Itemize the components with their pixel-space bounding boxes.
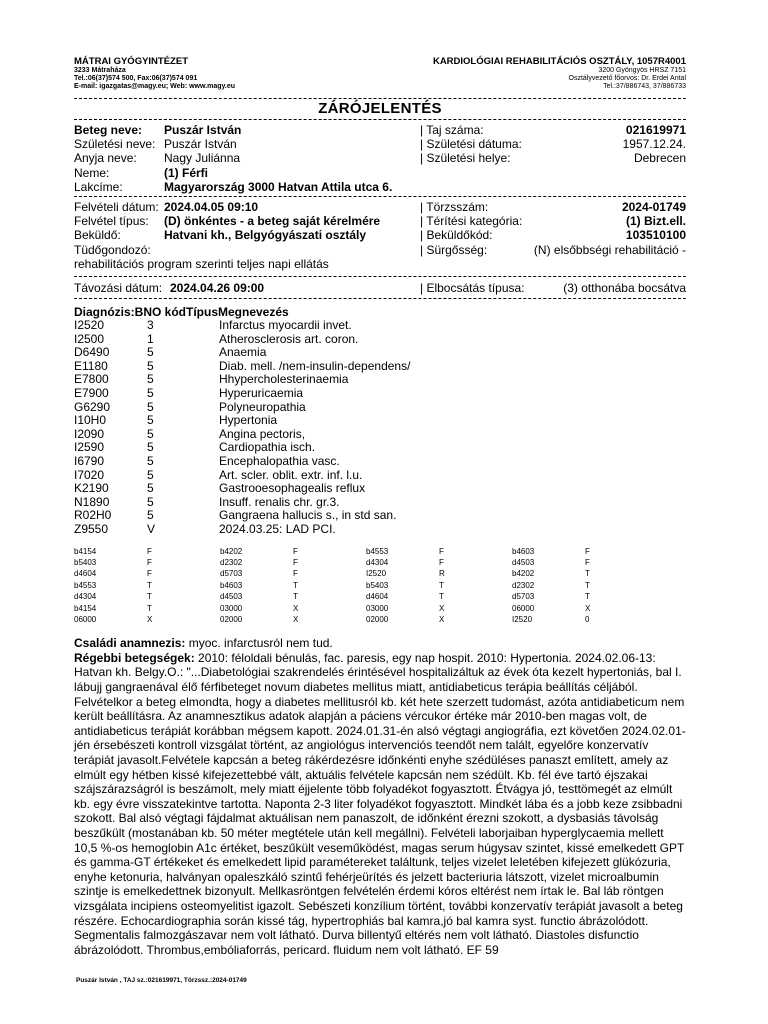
institution-name: MÁTRAI GYÓGYINTÉZET [74, 56, 188, 67]
diagnosis-type: 5 [147, 372, 154, 387]
icf-qualifier: T [585, 580, 590, 590]
diagnosis-name: Infarctus myocardii invet. [219, 318, 352, 333]
diagnosis-name: Hhypercholesterinaemia [219, 372, 349, 387]
icf-code: d4604 [74, 569, 97, 579]
icf-qualifier: F [147, 557, 152, 567]
diagnosis-type: 5 [147, 508, 154, 523]
page-footer: Puszár István , TAJ sz.:021619971, Törzssz.:2024-01749 [76, 977, 247, 984]
icf-code: d2302 [512, 580, 535, 590]
diagnosis-type: 5 [147, 345, 154, 360]
icf-code: 03000 [366, 603, 389, 613]
tudogondozo-row [74, 243, 686, 257]
anamnesis-section [74, 636, 688, 957]
icf-qualifier: F [293, 557, 298, 567]
letterhead [74, 56, 686, 98]
diagnosis-row [74, 360, 686, 374]
icf-qualifier: X [293, 603, 299, 613]
institution-phone: Tel.:06(37)574 500, Fax:06(37)574 091 [74, 75, 198, 82]
prior-illness-label: Régebbi betegségek: [74, 650, 195, 665]
diagnosis-row [74, 428, 686, 442]
icf-code: d2302 [220, 557, 243, 567]
diagnosis-row [74, 387, 686, 401]
icf-code: I2520 [512, 614, 533, 624]
bno-code: G6290 [74, 399, 111, 414]
diagnosis-type: 5 [147, 413, 154, 428]
diagnosis-name: Gastrooesophagealis reflux [219, 481, 366, 496]
bno-code: I10H0 [74, 413, 107, 428]
patient-row [74, 151, 686, 165]
field-label: Beteg neve: [74, 123, 143, 137]
family-history [74, 636, 688, 651]
icf-qualifier: F [585, 557, 590, 567]
diagnosis-row [74, 319, 686, 333]
bno-code: I2590 [74, 440, 105, 455]
icf-code: d4304 [366, 557, 389, 567]
bno-code: I2500 [74, 331, 105, 346]
diagnosis-type: 1 [147, 331, 154, 346]
field-value [520, 180, 686, 194]
bno-code: N1890 [74, 494, 110, 509]
bno-code: D6490 [74, 345, 110, 360]
icf-qualifier: T [147, 580, 152, 590]
icf-qualifier: F [293, 569, 298, 579]
icf-code: d4503 [512, 557, 535, 567]
diagnosis-row [74, 414, 686, 428]
discharge-row [74, 281, 686, 295]
diagnosis-row [74, 373, 686, 387]
care-type-row [74, 257, 686, 271]
icf-row [74, 546, 686, 557]
icf-row [74, 557, 686, 568]
icf-row [74, 603, 686, 614]
icf-qualifier: T [147, 592, 152, 602]
icf-qualifier: T [293, 592, 298, 602]
icf-qualifier: R [439, 569, 445, 579]
prior-illness-text: 2010: féloldali bénulás, fac. paresis, egy nap hospit. 2010: Hypertonia. 2024.02.06-13: Hatvan kh. Belgy.O.: "...Diabetológiai szakrendelés érintésével hospitalizáltuk az évek óta kezelt hypertoniás, bal I. lábujj gangraenával élő férfibeteget novum diabetes mellitus miatt, antidiabeticus terápia beállítás céljából. Felvételkor a beteg elmondta, hogy a diabetes mellitusról kb. két hete szerzett tudomást, azóta antidiabeticum nem került beállításra. Az anamnesztikus adatok alapján a páciens vércukor értéke már 2010-ben magas volt, de antidiabeticus terápiát korábban mégsem kapott. 2024.01.31-én alsó végtagi angiográfia, ezt követően 2024.02.01-jén érsebészeti kontroll vizsgálat történt, az angiológus intervenciós teendőt nem talált, egyelőre konzervatív terápiát javasolt.Felvétele kapcsán a beteg rákérdezésre időnkénti enyhe szédüléses panaszt említett, amely az elmúlt egy hétben kissé kifejezettebbé vált, aktuális felvétele kapcsán nem szédült. Kb. fél éve tartó éjszakai szájszárazságról is beszámolt, mely miatt éjjelente több folyadékot fogyasztott. Étvágya jó, testtömegét az elmúlt kb. egy évre visszatekintve tartotta. Naponta 2-3 liter folyadékot fogyasztott. Mindkét lába és a jobb keze zsibbadni szokott. Bal alsó végtagi fájdalmat aktuálisan nem panaszolt, de időnként érezni szokott, a dysbasiás távolság beszűkült (mostanában kb. 50 méter megtétele után kell megállni). Felvételi laborjaiban hyperglycaemia mellett 10,5 %-os hemoglobin A1c értéket, beszűkült veseműködést, magas serum húgysav szintet, kissé emelkedett GPT és gamma-GT értékeket és emelkedett lipid paramétereket találtunk, teljes vizelet leletében kifejezett glükózuria, enyhe ketonuria, halványan opaleszkáló szintű fehérjeürítés és jelzett bacteriuria látszott, vizelet microalbumin szintje is emelkedettnek bizonyult. Mellkasröntgen felvételén érdemi kóros eltérést nem írtak le. Bal láb röntgen vizsgálata incipiens osteomyelitist igazolt. Sebészeti konzílium történt, további konzervatív terápiát javasolt a beteg részére. Echocardiographia során kissé tág, hypertrophiás bal kamra,jó bal kamra syst. functio ábrázolódott. Segmentalis falmozgászavar nem volt látható. Durva billentyű eltérés nem volt látható. Diastoles disfunctio ábrázolódott. Thrombus,embóliaforrás, pericard. fluidum nem volt látható. EF 59 [74, 650, 686, 957]
diagnosis-table [74, 319, 686, 537]
icf-code: b4154 [74, 603, 97, 613]
diagnosis-name: Encephalopathia vasc. [219, 454, 340, 468]
diagnosis-type: 5 [147, 454, 154, 468]
icf-code: d4304 [74, 592, 97, 602]
diagnosis-type: V [147, 521, 156, 536]
diagnosis-row [74, 496, 686, 510]
field-value: 2024-01749 [621, 199, 686, 214]
diagnosis-type: 5 [147, 494, 154, 509]
icf-row [74, 580, 686, 591]
bno-code: K2190 [74, 481, 109, 496]
diagnosis-row [74, 401, 686, 415]
icf-qualifier: 0 [585, 614, 590, 624]
icf-qualifier: X [585, 603, 591, 613]
diagnosis-name: Insuff. renalis chr. gr.3. [219, 494, 340, 509]
icf-qualifier: T [439, 592, 444, 602]
diagnosis-name: Art. scler. oblit. extr. inf. l.u. [219, 467, 363, 482]
diagnosis-row [74, 523, 686, 537]
bno-code: I2090 [74, 426, 105, 441]
diagnosis-row [74, 441, 686, 455]
icf-code: 06000 [512, 603, 535, 613]
institution-address: 3233 Mátraháza [74, 67, 126, 74]
field-value: Puszár István [164, 137, 237, 152]
diagnosis-type: 5 [147, 399, 154, 414]
family-history-text: myoc. infarctusról nem tud. [185, 636, 333, 651]
icf-code: b4154 [74, 546, 97, 556]
icf-code: 02000 [366, 614, 389, 624]
icf-qualifier: F [147, 569, 152, 579]
icf-row [74, 591, 686, 602]
icf-code-table [74, 546, 686, 626]
field-value: (1) Férfi [164, 165, 209, 180]
diagnosis-name: Anaemia [219, 345, 267, 360]
field-label: Lakcíme: [74, 179, 123, 194]
care-type: rehabilitációs program szerinti teljes napi ellátás [74, 256, 329, 271]
admission-row [74, 200, 686, 214]
icf-code: d5703 [512, 592, 535, 602]
icf-code: b4553 [74, 580, 97, 590]
diagnosis-type: 3 [147, 318, 154, 333]
diagnosis-name: Polyneuropathia [219, 399, 306, 414]
field-label: Születési neve: [74, 137, 156, 152]
diagnosis-type: 5 [147, 386, 154, 401]
field-label: Távozási dátum: [74, 280, 163, 295]
field-value: 103510100 [625, 228, 686, 243]
field-label: Anyja neve: [74, 151, 137, 166]
icf-code: 06000 [74, 614, 97, 624]
family-history-label: Családi anamnezis: [74, 636, 186, 651]
bno-code: Z9550 [74, 521, 109, 536]
department-block [433, 56, 686, 91]
diagnosis-row [74, 455, 686, 469]
icf-qualifier: T [147, 603, 152, 613]
icf-row [74, 568, 686, 579]
department-name: KARDIOLÓGIAI REHABILITÁCIÓS OSZTÁLY, 1057R4001 [432, 56, 686, 67]
diagnosis-name: Angina pectoris, [219, 426, 306, 441]
field-value: Hatvani kh., Belgyógyászati osztály [164, 228, 367, 243]
patient-row [74, 123, 686, 137]
bno-code: I6790 [74, 454, 105, 468]
field-label: | Taj száma: [420, 123, 484, 137]
department-address: 3200 Gyöngyös HRSZ 7151 [598, 67, 686, 74]
institution-contact: E-mail: igazgatas@magy.eu; Web: www.magy.eu [74, 83, 235, 90]
icf-code: b4202 [220, 546, 243, 556]
diagnosis-name: Hypertonia [219, 413, 278, 428]
icf-row [74, 614, 686, 625]
admission-row [74, 228, 686, 242]
diagnosis-row [74, 346, 686, 360]
diagnosis-type: 5 [147, 358, 154, 373]
icf-code: b4603 [512, 546, 535, 556]
document-title: ZÁRÓJELENTÉS [318, 100, 442, 117]
field-value: Nagy Juliánna [164, 151, 241, 166]
field-label: | Elbocsátás típusa: [420, 280, 525, 295]
diagnosis-name: Diab. mell. /nem-insulin-dependens/ [219, 358, 411, 373]
diagnosis-name: Cardiopathia isch. [219, 440, 316, 455]
icf-qualifier: T [585, 592, 590, 602]
icf-qualifier: F [439, 546, 444, 556]
diagnosis-row [74, 333, 686, 347]
icf-qualifier: F [293, 546, 298, 556]
field-value: (3) otthonába bocsátva [563, 280, 686, 295]
diagnosis-type: 5 [147, 481, 154, 496]
document-page [74, 0, 686, 957]
diagnosis-row [74, 509, 686, 523]
bno-code: E7800 [74, 372, 109, 387]
field-label: | Térítési kategória: [420, 214, 523, 229]
field-label: Neme: [74, 165, 110, 180]
field-value: 2024.04.05 09:10 [164, 199, 259, 214]
diagnosis-heading: Diagnózis:BNO kódTípusMegnevezés [74, 305, 289, 320]
diagnosis-name: Gangraena hallucis s., in std san. [219, 508, 397, 523]
institution-block [74, 56, 235, 91]
field-label: | Beküldőkód: [420, 228, 493, 243]
diagnosis-type: 5 [147, 426, 154, 441]
icf-code: I2520 [366, 569, 387, 579]
patient-row [74, 137, 686, 151]
field-label: Felvételi dátum: [74, 199, 159, 214]
field-value: (N) elsőbbségi rehabilitáció - [533, 242, 686, 257]
icf-qualifier: X [293, 614, 299, 624]
field-value: Magyarország 3000 Hatvan Attila utca 6. [164, 179, 393, 194]
field-value: 2024.04.26 09:00 [170, 280, 265, 295]
diagnosis-type: 5 [147, 440, 154, 455]
field-label: | Sürgősség: [420, 242, 488, 257]
patient-section [74, 120, 686, 196]
patient-row [74, 166, 686, 180]
field-label [420, 180, 520, 194]
field-value: (1) Bizt.ell. [625, 214, 686, 229]
diagnosis-type: 5 [147, 467, 154, 482]
field-value [520, 166, 686, 180]
diagnosis-name: 2024.03.25: LAD PCI. [219, 521, 336, 536]
bno-code: E1180 [74, 358, 108, 373]
field-label: | Születési dátuma: [420, 137, 522, 152]
field-value: 1957.12.24. [622, 137, 686, 152]
field-label [420, 166, 520, 180]
field-value: Puszár István [164, 123, 242, 137]
icf-code: 02000 [220, 614, 243, 624]
field-label: | Törzsszám: [420, 199, 489, 214]
icf-qualifier: F [585, 546, 590, 556]
icf-code: b4202 [512, 569, 535, 579]
field-label: Tüdőgondozó: [74, 242, 151, 257]
icf-qualifier: X [439, 603, 445, 613]
icf-code: b4603 [220, 580, 243, 590]
bno-code: E7900 [74, 386, 109, 401]
icf-qualifier: X [439, 614, 445, 624]
field-value: (D) önkéntes - a beteg saját kérelmére [164, 214, 381, 229]
field-value: Debrecen [633, 151, 686, 166]
icf-qualifier: F [147, 546, 152, 556]
icf-code: d4604 [366, 592, 389, 602]
department-phone: Tel.:37/886743, 37/886733 [603, 83, 686, 90]
icf-code: b5403 [74, 557, 97, 567]
field-label: | Születési helye: [420, 151, 511, 166]
admission-section [74, 197, 686, 273]
icf-qualifier: T [585, 569, 590, 579]
prior-illness [74, 651, 688, 957]
icf-qualifier: T [439, 580, 444, 590]
field-label: Felvétel típus: [74, 214, 149, 229]
field-label: Beküldő: [74, 228, 121, 243]
icf-qualifier: X [147, 614, 153, 624]
icf-code: d5703 [220, 569, 243, 579]
divider [74, 298, 686, 299]
bno-code: R02H0 [74, 508, 112, 523]
icf-code: 03000 [220, 603, 243, 613]
diagnosis-row [74, 469, 686, 483]
icf-code: b4553 [366, 546, 389, 556]
diagnosis-name: Hyperuricaemia [219, 386, 304, 401]
bno-code: I2520 [74, 318, 105, 333]
diagnosis-row [74, 482, 686, 496]
diagnosis-name: Atherosclerosis art. coron. [219, 331, 359, 346]
discharge-section [74, 277, 686, 298]
field-value: 021619971 [625, 123, 686, 137]
admission-row [74, 214, 686, 228]
patient-row [74, 180, 686, 194]
bno-code: I7020 [74, 467, 105, 482]
department-head: Osztályvezető főorvos: Dr. Erdei Antal [568, 75, 686, 82]
icf-qualifier: F [439, 557, 444, 567]
icf-qualifier: T [293, 580, 298, 590]
icf-code: d4503 [220, 592, 243, 602]
icf-code: b5403 [366, 580, 389, 590]
